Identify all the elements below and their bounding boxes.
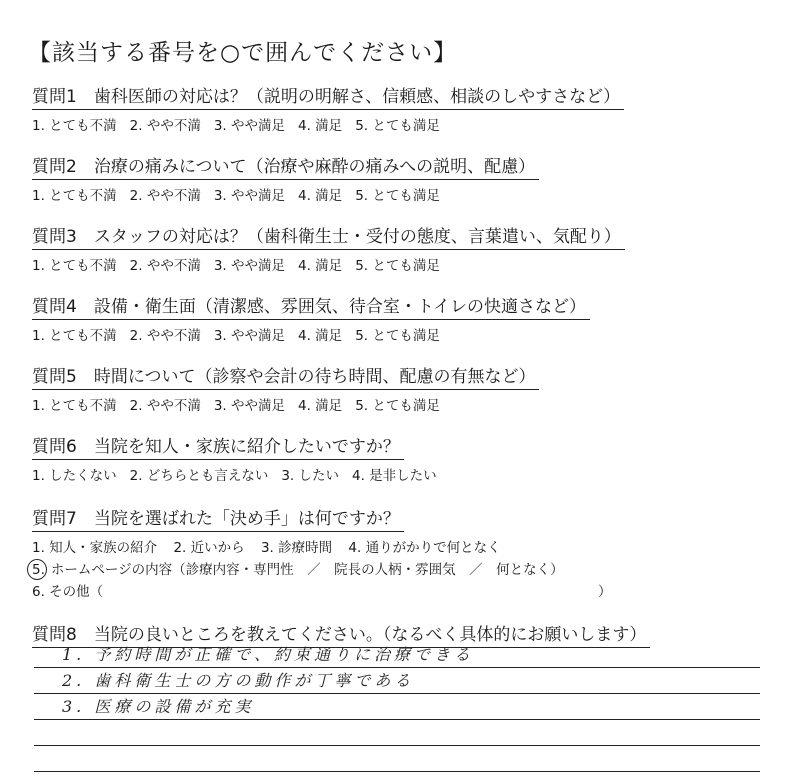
question-3 bbox=[32, 222, 792, 274]
option-2[interactable]: 2. やや不満 bbox=[129, 328, 201, 344]
other-close-paren: ） bbox=[598, 584, 612, 600]
answer-line-5[interactable] bbox=[34, 746, 760, 772]
option-3[interactable]: 3. したい bbox=[281, 468, 340, 484]
question-title: 質問5 時間について（診察や会計の待ち時間、配慮の有無など） bbox=[32, 362, 539, 390]
handwritten-answer: 3. 医療の設備が充実 bbox=[62, 697, 255, 716]
option-1[interactable]: 1. とても不満 bbox=[32, 328, 117, 344]
options bbox=[32, 394, 792, 414]
option-4[interactable]: 4. 満足 bbox=[298, 188, 343, 204]
option-4[interactable]: 4. 満足 bbox=[298, 118, 343, 134]
option-1[interactable]: 1. とても不満 bbox=[32, 258, 117, 274]
option-1[interactable]: 1. とても不満 bbox=[32, 118, 117, 134]
option-1[interactable]: 1. 知人・家族の紹介 bbox=[32, 540, 158, 556]
option-2[interactable]: 2. やや不満 bbox=[129, 118, 201, 134]
q7-row-1 bbox=[32, 536, 792, 556]
option-2[interactable]: 2. 近いから bbox=[173, 540, 245, 556]
option-5[interactable]: 5. とても満足 bbox=[355, 398, 440, 414]
option-2[interactable]: 2. やや不満 bbox=[129, 398, 201, 414]
option-5[interactable]: 5. とても満足 bbox=[355, 258, 440, 274]
question-title: 質問8 当院の良いところを教えてください。（なるべく具体的にお願いします） bbox=[32, 620, 650, 648]
question-title: 質問3 スタッフの対応は？（歯科衛生士・受付の態度、言葉遣い、気配り） bbox=[32, 222, 625, 250]
option-4[interactable]: 4. 満足 bbox=[298, 328, 343, 344]
options bbox=[32, 114, 792, 134]
option-5[interactable]: 5. とても満足 bbox=[355, 328, 440, 344]
option-6[interactable]: 6. その他（ bbox=[32, 584, 104, 600]
question-title: 質問2 治療の痛みについて（治療や麻酔の痛みへの説明、配慮） bbox=[32, 152, 539, 180]
page-header: 【該当する番号を○で囲んでください】 bbox=[28, 40, 458, 66]
option-5[interactable] bbox=[32, 562, 45, 578]
option-5[interactable]: 5. とても満足 bbox=[355, 188, 440, 204]
answer-line-1[interactable] bbox=[34, 642, 760, 668]
options bbox=[32, 254, 792, 274]
option-4[interactable]: 4. 満足 bbox=[298, 398, 343, 414]
option-2[interactable]: 2. どちらとも言えない bbox=[129, 468, 269, 484]
question-5 bbox=[32, 362, 792, 414]
option-3[interactable]: 3. やや満足 bbox=[213, 398, 286, 414]
option-4[interactable]: 4. 是非したい bbox=[352, 468, 437, 484]
question-title: 質問6 当院を知人・家族に紹介したいですか？ bbox=[32, 432, 404, 460]
question-title: 質問1 歯科医師の対応は？（説明の明解さ、信頼感、相談のしやすさなど） bbox=[32, 82, 624, 110]
handwritten-answer: 2. 歯科衛生士の方の動作が丁寧である bbox=[62, 671, 415, 690]
options bbox=[32, 184, 792, 204]
question-2 bbox=[32, 152, 792, 204]
option-1[interactable]: 1. したくない bbox=[32, 468, 117, 484]
question-6 bbox=[32, 432, 792, 484]
question-4 bbox=[32, 292, 792, 344]
option-4[interactable]: 4. 満足 bbox=[298, 258, 343, 274]
answer-line-4[interactable] bbox=[34, 720, 760, 746]
option-2[interactable]: 2. やや不満 bbox=[129, 188, 201, 204]
question-title: 質問4 設備・衛生面（清潔感、雰囲気、待合室・トイレの快適さなど） bbox=[32, 292, 590, 320]
q7-row-2 bbox=[32, 558, 792, 578]
answer-lines bbox=[34, 642, 760, 772]
option-4[interactable]: 4. 通りがかりで何となく bbox=[348, 540, 501, 556]
option-2[interactable]: 2. やや不満 bbox=[129, 258, 201, 274]
option-3[interactable]: 3. やや満足 bbox=[213, 328, 286, 344]
question-7 bbox=[32, 504, 792, 600]
option-1[interactable]: 1. とても不満 bbox=[32, 188, 117, 204]
option-1[interactable]: 1. とても不満 bbox=[32, 398, 117, 414]
option-3[interactable]: 3. やや満足 bbox=[213, 188, 286, 204]
handwritten-answer: 1. 予約時間が正確で、約束通りに治療できる bbox=[62, 645, 475, 664]
option-3[interactable]: 3. やや満足 bbox=[213, 118, 286, 134]
options bbox=[32, 464, 792, 484]
option-3[interactable]: 3. やや満足 bbox=[213, 258, 286, 274]
answer-line-2[interactable] bbox=[34, 668, 760, 694]
option-5-text: ホームページの内容（診療内容・専門性 ／ 院長の人柄・雰囲気 ／ 何となく） bbox=[50, 562, 564, 578]
answer-line-3[interactable] bbox=[34, 694, 760, 720]
q7-row-3 bbox=[32, 580, 792, 600]
option-5[interactable]: 5. とても満足 bbox=[355, 118, 440, 134]
option-3[interactable]: 3. 診療時間 bbox=[260, 540, 333, 556]
question-title: 質問7 当院を選ばれた「決め手」は何ですか？ bbox=[32, 504, 404, 532]
option-number: 5. bbox=[32, 562, 45, 578]
question-1 bbox=[32, 82, 792, 134]
options bbox=[32, 324, 792, 344]
